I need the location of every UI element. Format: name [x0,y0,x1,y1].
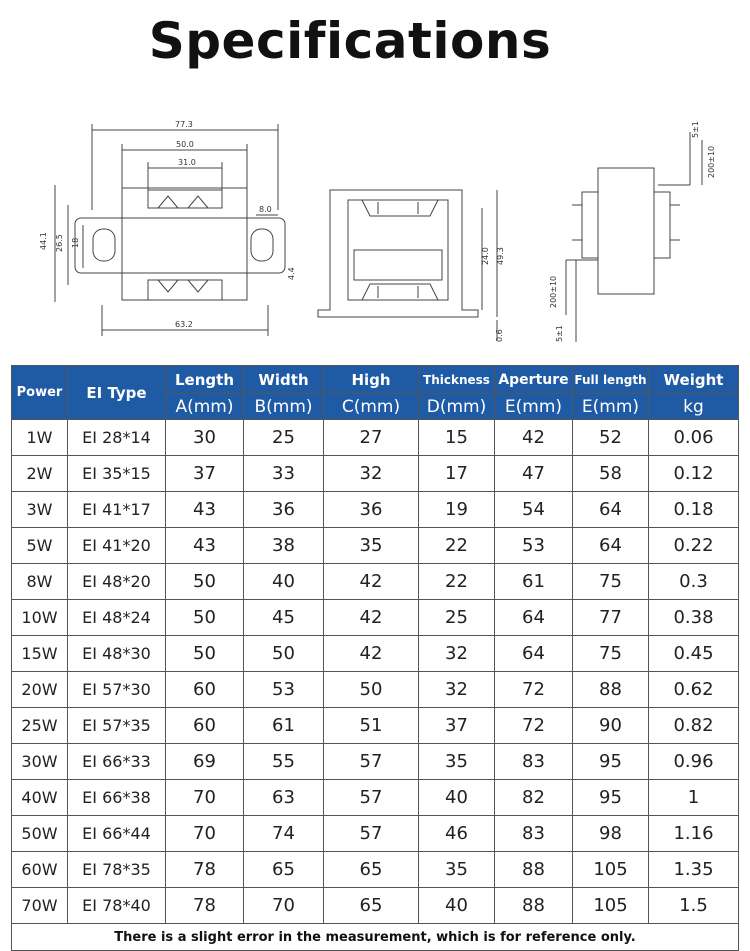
cell-weight: 0.62 [649,672,739,708]
cell-weight: 0.12 [649,456,739,492]
cell-high: 51 [324,708,419,744]
cell-length: 78 [166,888,244,924]
cell-weight: 0.45 [649,636,739,672]
svg-text:5±1: 5±1 [555,325,564,342]
cell-width: 33 [244,456,324,492]
cell-weight: 0.06 [649,420,739,456]
cell-high: 50 [324,672,419,708]
cell-high: 42 [324,636,419,672]
header-ei-type: EI Type [68,366,166,420]
cell-width: 63 [244,780,324,816]
table-row [12,492,739,528]
cell-width: 25 [244,420,324,456]
cell-aperture: 64 [495,636,573,672]
svg-text:49.3: 49.3 [496,247,505,265]
unit-cell: B(mm) [244,394,324,420]
header-full-length: Full length [573,366,649,394]
side-view [318,190,497,340]
cell-high: 57 [324,780,419,816]
cell-aperture: 88 [495,888,573,924]
front-view [55,124,285,336]
cell-width: 50 [244,636,324,672]
end-view [566,132,702,342]
spec-table [11,365,739,951]
cell-high: 42 [324,564,419,600]
cell-length: 78 [166,852,244,888]
cell-weight: 1.16 [649,816,739,852]
cell-high: 42 [324,600,419,636]
cell-high: 36 [324,492,419,528]
cell-ei-type: EI 57*30 [68,672,166,708]
cell-power: 25W [12,708,68,744]
cell-aperture: 88 [495,852,573,888]
cell-full-length: 75 [573,636,649,672]
cell-aperture: 54 [495,492,573,528]
cell-weight: 0.3 [649,564,739,600]
svg-text:18: 18 [71,237,80,248]
cell-weight: 1.35 [649,852,739,888]
cell-high: 32 [324,456,419,492]
svg-text:4.4: 4.4 [287,267,296,280]
svg-text:31.0: 31.0 [178,158,196,167]
cell-ei-type: EI 66*44 [68,816,166,852]
cell-aperture: 82 [495,780,573,816]
cell-aperture: 61 [495,564,573,600]
table-row [12,564,739,600]
cell-ei-type: EI 78*35 [68,852,166,888]
technical-drawing [0,110,750,360]
svg-text:77.3: 77.3 [175,120,193,129]
svg-text:63.2: 63.2 [175,320,193,329]
cell-length: 43 [166,492,244,528]
cell-ei-type: EI 78*40 [68,888,166,924]
cell-thickness: 32 [419,672,495,708]
table-row [12,420,739,456]
cell-length: 70 [166,780,244,816]
header-weight: Weight [649,366,739,394]
cell-thickness: 19 [419,492,495,528]
cell-width: 36 [244,492,324,528]
svg-text:8.0: 8.0 [259,205,272,214]
cell-full-length: 75 [573,564,649,600]
cell-weight: 0.22 [649,528,739,564]
header-power: Power [12,366,68,420]
cell-ei-type: EI 66*38 [68,780,166,816]
side-view-dims [481,247,505,342]
cell-full-length: 95 [573,780,649,816]
table-row [12,816,739,852]
cell-ei-type: EI 35*15 [68,456,166,492]
cell-power: 15W [12,636,68,672]
cell-length: 50 [166,600,244,636]
cell-length: 60 [166,708,244,744]
cell-full-length: 98 [573,816,649,852]
svg-text:0.6: 0.6 [495,329,504,342]
svg-text:24.0: 24.0 [481,247,490,265]
cell-aperture: 83 [495,744,573,780]
cell-aperture: 47 [495,456,573,492]
transformer-drawings [0,110,750,360]
footnote-row [12,924,739,951]
cell-aperture: 83 [495,816,573,852]
cell-full-length: 95 [573,744,649,780]
end-view-dims [549,121,716,342]
table-row [12,780,739,816]
cell-power: 20W [12,672,68,708]
cell-full-length: 64 [573,528,649,564]
cell-full-length: 105 [573,852,649,888]
cell-power: 40W [12,780,68,816]
cell-aperture: 64 [495,600,573,636]
unit-cell: E(mm) [495,394,573,420]
cell-high: 27 [324,420,419,456]
cell-width: 70 [244,888,324,924]
unit-cell: kg [649,394,739,420]
cell-width: 38 [244,528,324,564]
cell-thickness: 22 [419,564,495,600]
cell-weight: 1.5 [649,888,739,924]
cell-width: 53 [244,672,324,708]
cell-high: 65 [324,852,419,888]
cell-length: 37 [166,456,244,492]
cell-weight: 0.18 [649,492,739,528]
cell-thickness: 40 [419,780,495,816]
cell-high: 57 [324,744,419,780]
header-thickness: Thickness [419,366,495,394]
cell-thickness: 32 [419,636,495,672]
svg-text:5±1: 5±1 [691,121,700,138]
svg-text:200±10: 200±10 [549,275,558,308]
cell-length: 43 [166,528,244,564]
svg-text:26.5: 26.5 [55,234,64,252]
cell-weight: 1 [649,780,739,816]
table-row [12,636,739,672]
header-length: Length [166,366,244,394]
cell-weight: 0.38 [649,600,739,636]
cell-high: 65 [324,888,419,924]
cell-length: 30 [166,420,244,456]
cell-length: 69 [166,744,244,780]
svg-text:50.0: 50.0 [176,140,194,149]
cell-thickness: 17 [419,456,495,492]
cell-power: 5W [12,528,68,564]
cell-high: 35 [324,528,419,564]
cell-high: 57 [324,816,419,852]
cell-ei-type: EI 48*20 [68,564,166,600]
front-view-dims [39,120,296,329]
unit-cell: D(mm) [419,394,495,420]
cell-full-length: 77 [573,600,649,636]
cell-power: 30W [12,744,68,780]
cell-full-length: 88 [573,672,649,708]
cell-ei-type: EI 57*35 [68,708,166,744]
cell-ei-type: EI 41*20 [68,528,166,564]
cell-width: 65 [244,852,324,888]
unit-cell: C(mm) [324,394,419,420]
cell-thickness: 40 [419,888,495,924]
table-row [12,672,739,708]
cell-thickness: 22 [419,528,495,564]
cell-full-length: 105 [573,888,649,924]
cell-full-length: 64 [573,492,649,528]
cell-thickness: 37 [419,708,495,744]
cell-aperture: 72 [495,672,573,708]
cell-thickness: 15 [419,420,495,456]
table-row [12,888,739,924]
header-width: Width [244,366,324,394]
header-aperture: Aperture [495,366,573,394]
cell-width: 74 [244,816,324,852]
cell-full-length: 52 [573,420,649,456]
cell-power: 1W [12,420,68,456]
cell-full-length: 90 [573,708,649,744]
table-row [12,708,739,744]
cell-ei-type: EI 28*14 [68,420,166,456]
cell-aperture: 72 [495,708,573,744]
cell-thickness: 46 [419,816,495,852]
page-title: Specifications [148,12,552,70]
table-row [12,456,739,492]
cell-aperture: 53 [495,528,573,564]
cell-power: 2W [12,456,68,492]
footnote: There is a slight error in the measurement, which is for reference only. [12,924,739,951]
cell-power: 10W [12,600,68,636]
cell-power: 50W [12,816,68,852]
cell-thickness: 35 [419,744,495,780]
cell-weight: 0.82 [649,708,739,744]
header-row [12,366,739,394]
table-row [12,852,739,888]
cell-power: 70W [12,888,68,924]
cell-length: 50 [166,636,244,672]
unit-cell: A(mm) [166,394,244,420]
header-high: High [324,366,419,394]
cell-ei-type: EI 41*17 [68,492,166,528]
cell-width: 45 [244,600,324,636]
cell-power: 60W [12,852,68,888]
cell-power: 8W [12,564,68,600]
cell-length: 70 [166,816,244,852]
cell-power: 3W [12,492,68,528]
cell-length: 50 [166,564,244,600]
cell-thickness: 35 [419,852,495,888]
cell-ei-type: EI 48*24 [68,600,166,636]
unit-cell: E(mm) [573,394,649,420]
table-row [12,528,739,564]
cell-width: 40 [244,564,324,600]
table-row [12,600,739,636]
svg-text:44.1: 44.1 [39,232,48,250]
cell-width: 61 [244,708,324,744]
cell-thickness: 25 [419,600,495,636]
cell-ei-type: EI 66*33 [68,744,166,780]
spec-table-body [12,420,739,924]
cell-full-length: 58 [573,456,649,492]
svg-text:200±10: 200±10 [707,145,716,178]
cell-aperture: 42 [495,420,573,456]
cell-length: 60 [166,672,244,708]
cell-width: 55 [244,744,324,780]
table-row [12,744,739,780]
cell-ei-type: EI 48*30 [68,636,166,672]
cell-weight: 0.96 [649,744,739,780]
